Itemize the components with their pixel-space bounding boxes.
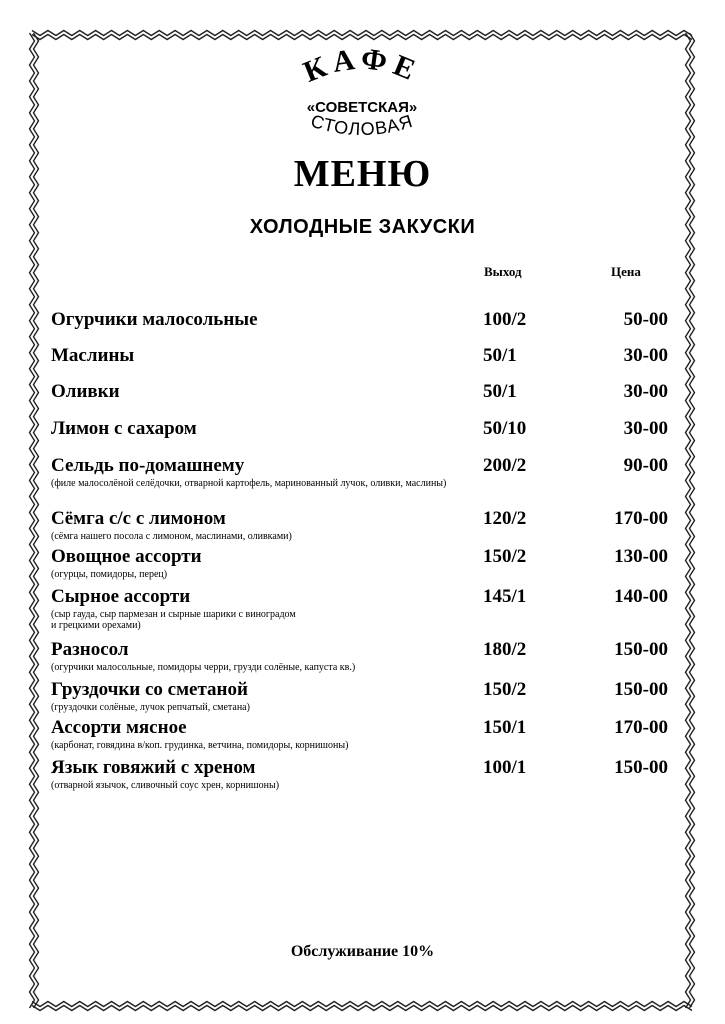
item-name: Огурчики малосольные [51, 309, 258, 330]
column-header-weight: Выход [484, 264, 522, 279]
logo-middle-text: «СОВЕТСКАЯ» [306, 99, 418, 116]
item-weight: 150/1 [483, 717, 527, 738]
item-name: Оливки [51, 381, 120, 402]
item-weight: 200/2 [483, 455, 527, 476]
item-price: 150-00 [614, 757, 668, 778]
section-title: ХОЛОДНЫЕ ЗАКУСКИ [249, 216, 476, 238]
item-weight: 145/1 [483, 586, 527, 607]
border-top [32, 31, 692, 36]
item-price: 30-00 [623, 345, 668, 366]
item-name: Сырное ассорти [51, 586, 191, 607]
item-name: Маслины [51, 345, 135, 366]
item-weight: 150/2 [483, 546, 527, 567]
menu-title: МЕНЮ [293, 153, 432, 195]
item-name: Разносол [51, 639, 129, 660]
column-header-price: Цена [611, 264, 641, 279]
item-weight: 50/1 [483, 345, 517, 366]
item-name: Груздочки со сметаной [51, 679, 248, 700]
service-charge-note: Обслуживание 10% [290, 943, 435, 960]
item-price: 170-00 [614, 508, 668, 529]
item-price: 140-00 [614, 586, 668, 607]
item-name: Овощное ассорти [51, 546, 202, 567]
item-price: 90-00 [623, 455, 668, 476]
item-description: (отварной язычок, сливочный соус хрен, корнишоны) [51, 780, 280, 791]
item-price: 30-00 [623, 418, 668, 439]
item-description: (груздочки солёные, лучок репчатый, сметана) [51, 702, 250, 713]
item-weight: 150/2 [483, 679, 527, 700]
item-name: Язык говяжий с хреном [51, 757, 256, 778]
item-price: 150-00 [614, 639, 668, 660]
cafe-logo [0, 48, 725, 148]
item-description: (карбонат, говядина в/коп. грудинка, ветчина, помидоры, корнишоны) [51, 740, 349, 751]
item-weight: 50/1 [483, 381, 517, 402]
item-weight: 100/2 [483, 309, 527, 330]
item-price: 150-00 [614, 679, 668, 700]
border-top-inner [32, 35, 692, 40]
item-description: (филе малосолёной селёдочки, отварной картофель, маринованный лучок, оливки, маслины) [51, 478, 447, 489]
svg-text:КАФЕ [299, 48, 426, 89]
item-weight: 180/2 [483, 639, 527, 660]
border-bottom [32, 1006, 692, 1011]
item-name: Ассорти мясное [51, 717, 187, 738]
logo-top-text: КАФЕ [298, 48, 426, 89]
item-description: (сыр гауда, сыр пармезан и сырные шарики с виноградом и грецкими орехами) [51, 609, 296, 631]
item-price: 170-00 [614, 717, 668, 738]
item-price: 130-00 [614, 546, 668, 567]
item-name: Сельдь по-домашнему [51, 455, 245, 476]
item-name: Лимон с сахаром [51, 418, 197, 439]
item-weight: 120/2 [483, 508, 527, 529]
item-description: (огурцы, помидоры, перец) [51, 569, 168, 580]
border-bottom-inner [32, 1002, 692, 1007]
item-price: 50-00 [623, 309, 668, 330]
item-description: (сёмга нашего посола с лимоном, маслинами, оливками) [51, 531, 292, 542]
item-weight: 100/1 [483, 757, 527, 778]
item-name: Сёмга с/с с лимоном [51, 508, 226, 529]
logo-bottom-text: СТОЛОВАЯ [308, 110, 416, 140]
item-description: (огурчики малосольные, помидоры черри, грузди солёные, капуста кв.) [51, 662, 356, 673]
item-price: 30-00 [623, 381, 668, 402]
item-weight: 50/10 [483, 418, 527, 439]
